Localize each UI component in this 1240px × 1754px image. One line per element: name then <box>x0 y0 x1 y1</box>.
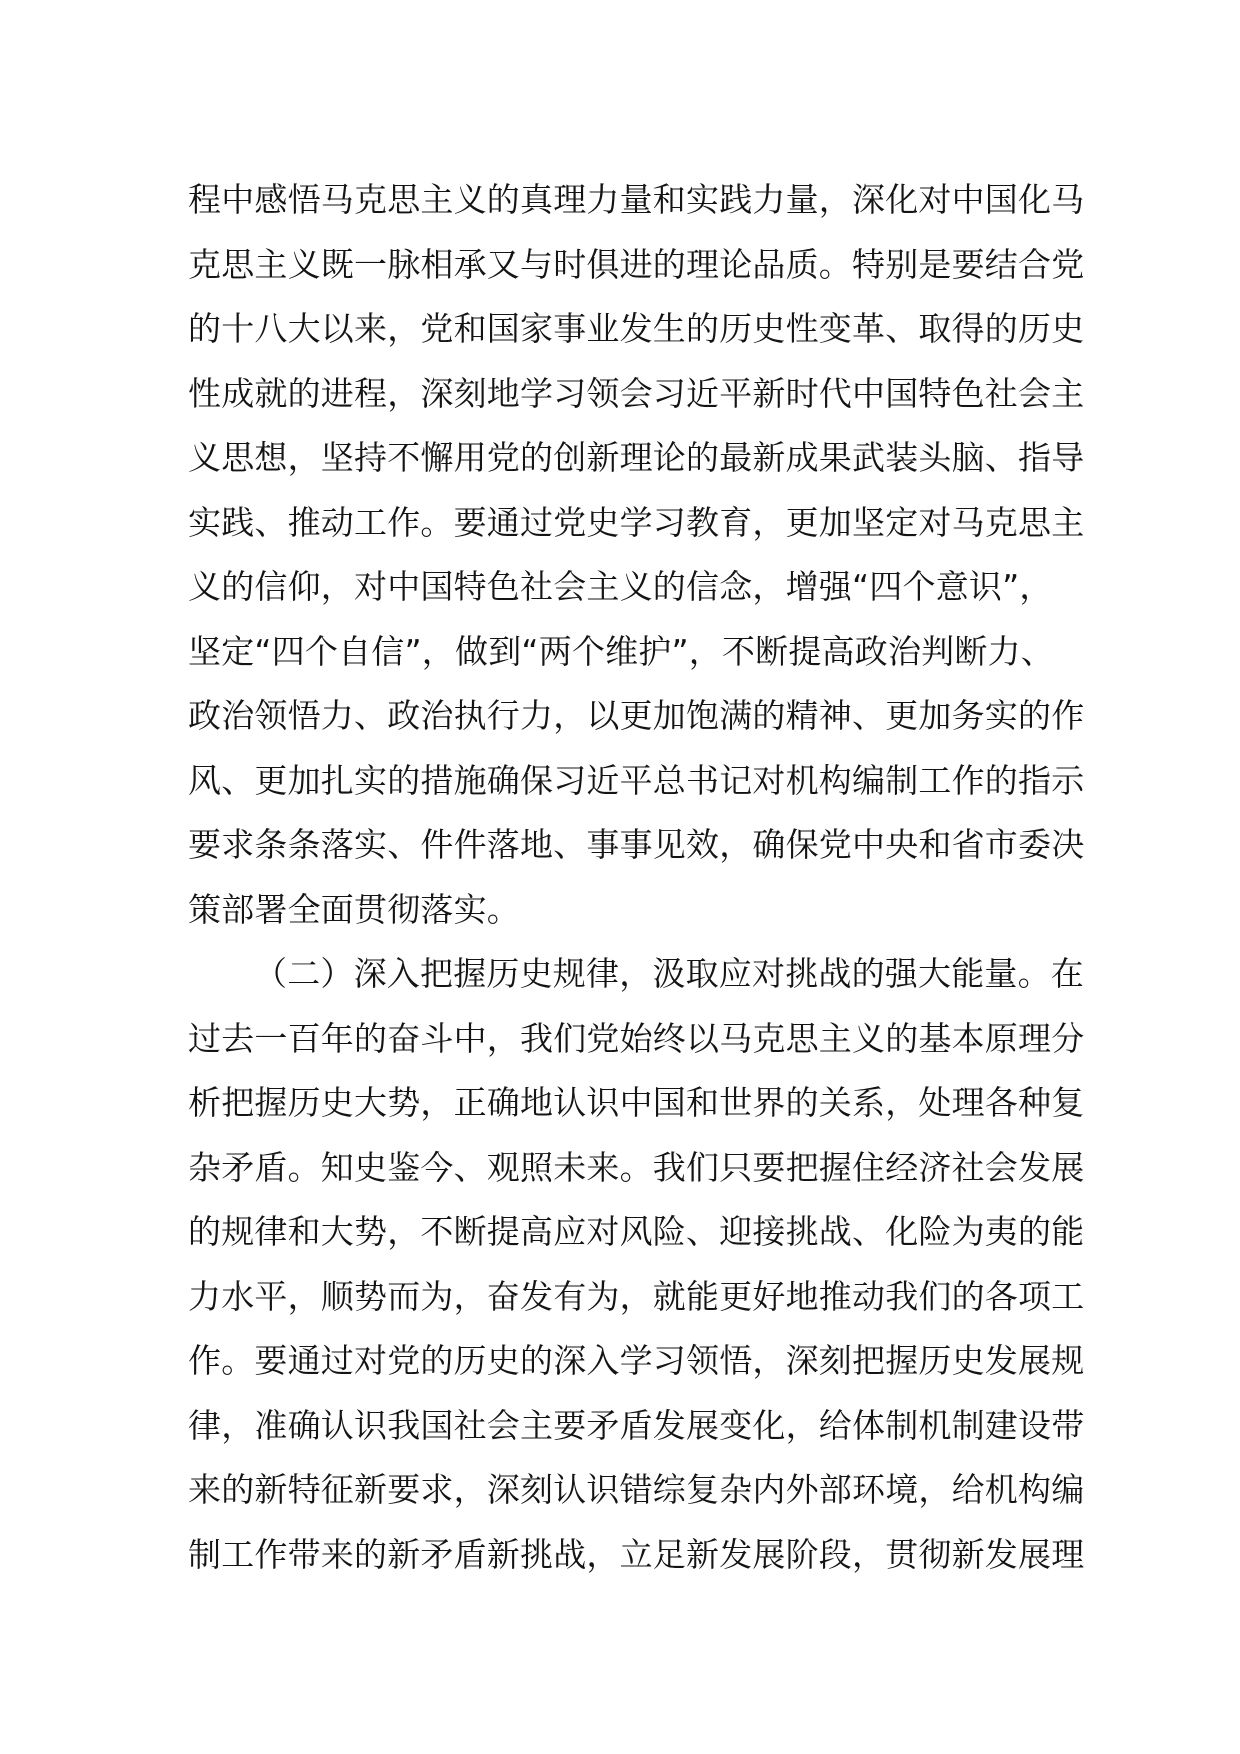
text-line-7: 义的信仰，对中国特色社会主义的信念，增强“四个意识”， <box>188 567 1053 606</box>
text-line-21: 来的新特征新要求，深刻认识错综复杂内外部环境，给机构编 <box>188 1470 1085 1509</box>
text-line-22: 制工作带来的新矛盾新挑战，立足新发展阶段，贯彻新发展理 <box>188 1534 1085 1574</box>
text-line-18: 力水平，顺势而为，奋发有为，就能更好地推动我们的各项工 <box>188 1276 1085 1316</box>
text-line-11: 要求条条落实、件件落地、事事见效，确保党中央和省市委决 <box>188 825 1085 864</box>
text-line-8: 坚定“四个自信”，做到“两个维护”，不断提高政治判断力、 <box>188 631 1054 671</box>
text-line-9: 政治领悟力、政治执行力，以更加饱满的精神、更加务实的作 <box>188 696 1085 735</box>
text-line-15: 析把握历史大势，正确地认识中国和世界的关系，处理各种复 <box>188 1083 1085 1122</box>
text-line-20: 律，准确认识我国社会主要矛盾发展变化，给体制机制建设带 <box>188 1405 1085 1445</box>
document-body <box>188 168 1088 1587</box>
text-line-14: 过去一百年的奋斗中，我们党始终以马克思主义的基本原理分 <box>188 1018 1085 1058</box>
text-line-3: 的十八大以来，党和国家事业发生的历史性变革、取得的历史 <box>188 309 1085 348</box>
text-line-1: 程中感悟马克思主义的真理力量和实践力量，深化对中国化马 <box>188 180 1085 219</box>
text-line-4: 性成就的进程，深刻地学习领会习近平新时代中国特色社会主 <box>188 373 1085 413</box>
text-line-16: 杂矛盾。知史鉴今、观照未来。我们只要把握住经济社会发展 <box>188 1147 1085 1187</box>
text-line-6: 实践、推动工作。要通过党史学习教育，更加坚定对马克思主 <box>188 502 1085 542</box>
section-heading-line: （二）深入把握历史规律，汲取应对挑战的强大能量。在 <box>254 954 1084 993</box>
text-line-5: 义思想，坚持不懈用党的创新理论的最新成果武装头脑、指导 <box>188 438 1085 477</box>
text-line-19: 作。要通过对党的历史的深入学习领悟，深刻把握历史发展规 <box>188 1341 1085 1380</box>
text-line-12: 策部署全面贯彻落实。 <box>188 889 520 929</box>
text-line-2: 克思主义既一脉相承又与时俱进的理论品质。特别是要结合党 <box>188 244 1085 284</box>
text-line-10: 风、更加扎实的措施确保习近平总书记对机构编制工作的指示 <box>188 760 1085 800</box>
text-line-17: 的规律和大势，不断提高应对风险、迎接挑战、化险为夷的能 <box>188 1212 1085 1251</box>
